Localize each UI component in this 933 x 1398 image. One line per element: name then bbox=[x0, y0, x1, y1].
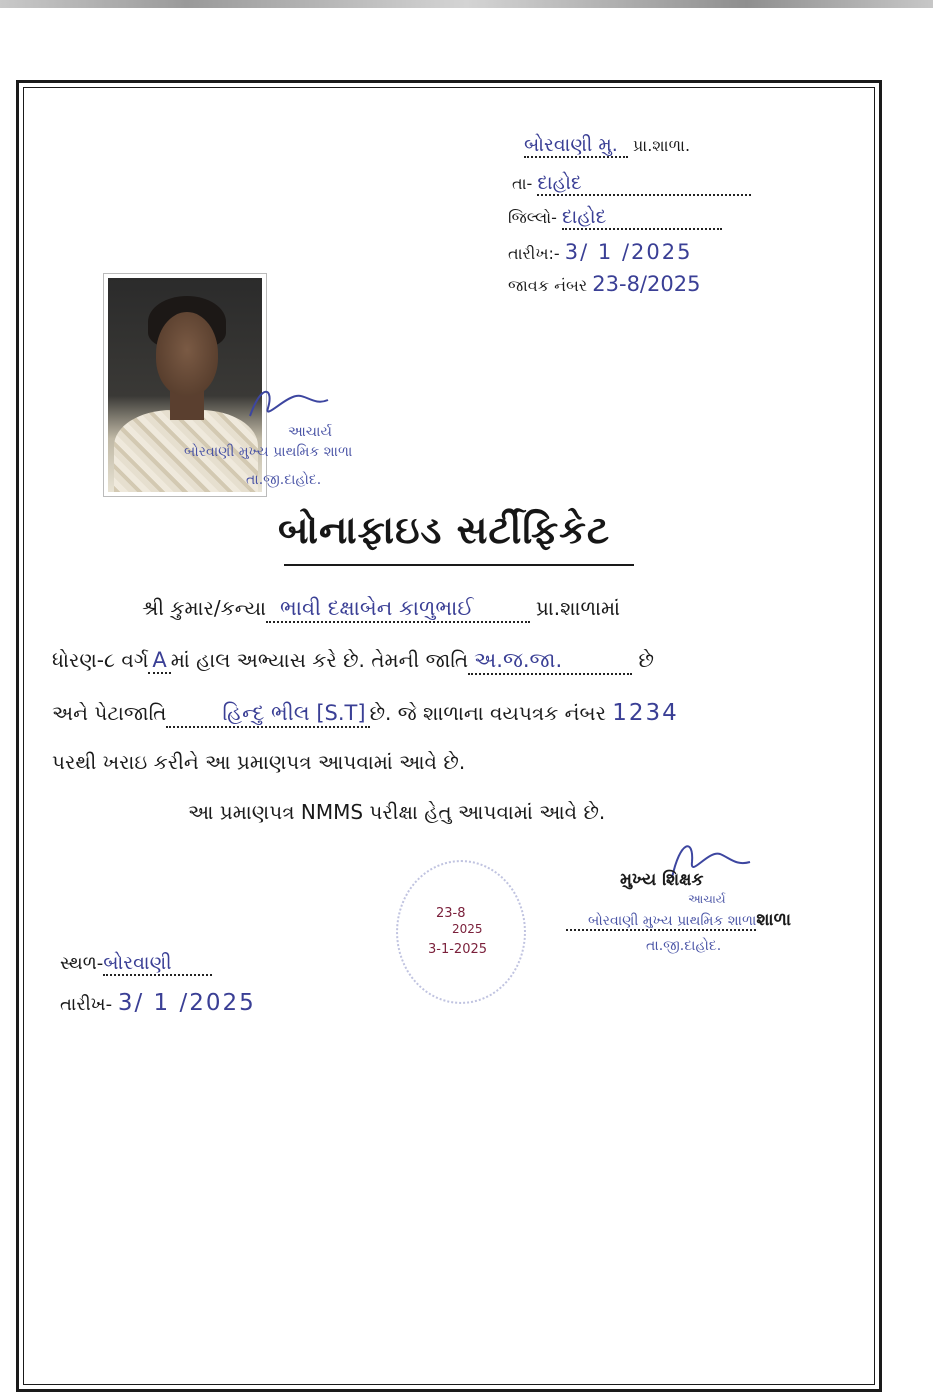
footer-date-label: તારીખ- bbox=[60, 994, 113, 1015]
place-line bbox=[60, 952, 212, 976]
register-text: છે. જે શાળાના વયપત્રક નંબર bbox=[369, 701, 606, 725]
body-line-1 bbox=[142, 596, 620, 623]
caste-value: અ.જ.જા. bbox=[468, 648, 632, 675]
principal-school-suffix: શાળા bbox=[756, 910, 792, 930]
student-photo bbox=[104, 274, 266, 496]
principal-school-stamp: બોરવાણી મુખ્ય પ્રાથમિક શાળા bbox=[566, 913, 756, 931]
principal-stamp-title: આચાર્ય bbox=[688, 892, 726, 906]
date-line bbox=[508, 240, 692, 264]
scan-edge bbox=[0, 0, 933, 8]
subcaste-value: હિન્દુ ભીલ [S.T] bbox=[166, 701, 369, 728]
taluka-label: તા- bbox=[512, 174, 533, 193]
footer-date-value: 3/ 1 /2025 bbox=[117, 990, 256, 1016]
body-line-4: પરથી ખરાઇ કરીને આ પ્રમાણપત્ર આપવામાં આવે છે. bbox=[52, 750, 466, 774]
date-label: તારીખ:- bbox=[508, 244, 560, 263]
stamp-date: 3-1-2025 bbox=[428, 942, 488, 957]
student-name: ભાવી દક્ષાબેન કાળુભાઈ bbox=[266, 596, 530, 623]
student-prefix: શ્રી કુમાર/કન્યા bbox=[142, 596, 267, 620]
body-line-2 bbox=[52, 648, 654, 675]
principal-district-stamp: તા.જી.દાહોદ. bbox=[646, 938, 722, 954]
study-text: માં હાલ અભ્યાસ કરે છે. તેમની જાતિ bbox=[170, 648, 469, 672]
district-line bbox=[508, 206, 722, 230]
photo-stamp-school: બોરવાણી મુખ્ય પ્રાથમિક શાળા bbox=[184, 444, 353, 460]
school-name-handwritten: બોરવાણી મુ. bbox=[524, 134, 628, 158]
caste-suffix: છે bbox=[638, 648, 654, 672]
footer-date-line bbox=[60, 990, 256, 1016]
class-value: A bbox=[148, 648, 170, 674]
taluka-line bbox=[512, 172, 751, 196]
taluka-value: દાહોદ bbox=[537, 172, 751, 196]
body-line-3 bbox=[52, 700, 679, 728]
school-name-suffix: પ્રા.શાળા. bbox=[632, 136, 691, 155]
school-in-suffix: પ્રા.શાળામાં bbox=[535, 596, 620, 620]
stamp-outward-number: 23-8 bbox=[436, 906, 466, 921]
title-underline bbox=[284, 564, 634, 566]
place-label: સ્થળ- bbox=[60, 953, 104, 974]
photo-stamp-title: આચાર્ય bbox=[288, 424, 332, 440]
district-value: દાહોદ bbox=[562, 206, 722, 230]
principal-role: મુખ્ય શિક્ષક bbox=[620, 870, 704, 890]
principal-school-line bbox=[566, 910, 791, 931]
stamp-year: 2025 bbox=[452, 922, 483, 936]
school-name-line bbox=[524, 134, 690, 158]
outward-label: જાવક નંબર bbox=[508, 276, 588, 295]
body-line-5: આ પ્રમાણપત્ર NMMS પરીક્ષા હેતુ આપવામાં આવે છે. bbox=[188, 800, 606, 824]
photo-signature-mark bbox=[244, 378, 334, 428]
photo-stamp-district: તા.જી.દાહોદ. bbox=[246, 472, 322, 488]
subcaste-prefix: અને પેટાજાતિ bbox=[52, 701, 167, 725]
standard-prefix: ધોરણ-૮ વર્ગ bbox=[52, 648, 149, 672]
outward-line bbox=[508, 272, 700, 296]
outward-value: 23-8/2025 bbox=[592, 272, 701, 296]
date-value: 3/ 1 /2025 bbox=[564, 240, 693, 264]
district-label: જિલ્લો- bbox=[508, 208, 557, 227]
register-number: 1234 bbox=[612, 700, 679, 726]
place-value: બોરવાણી bbox=[103, 952, 211, 976]
certificate-title: બોનાફાઇડ સર્ટીફિકેટ bbox=[278, 508, 611, 552]
